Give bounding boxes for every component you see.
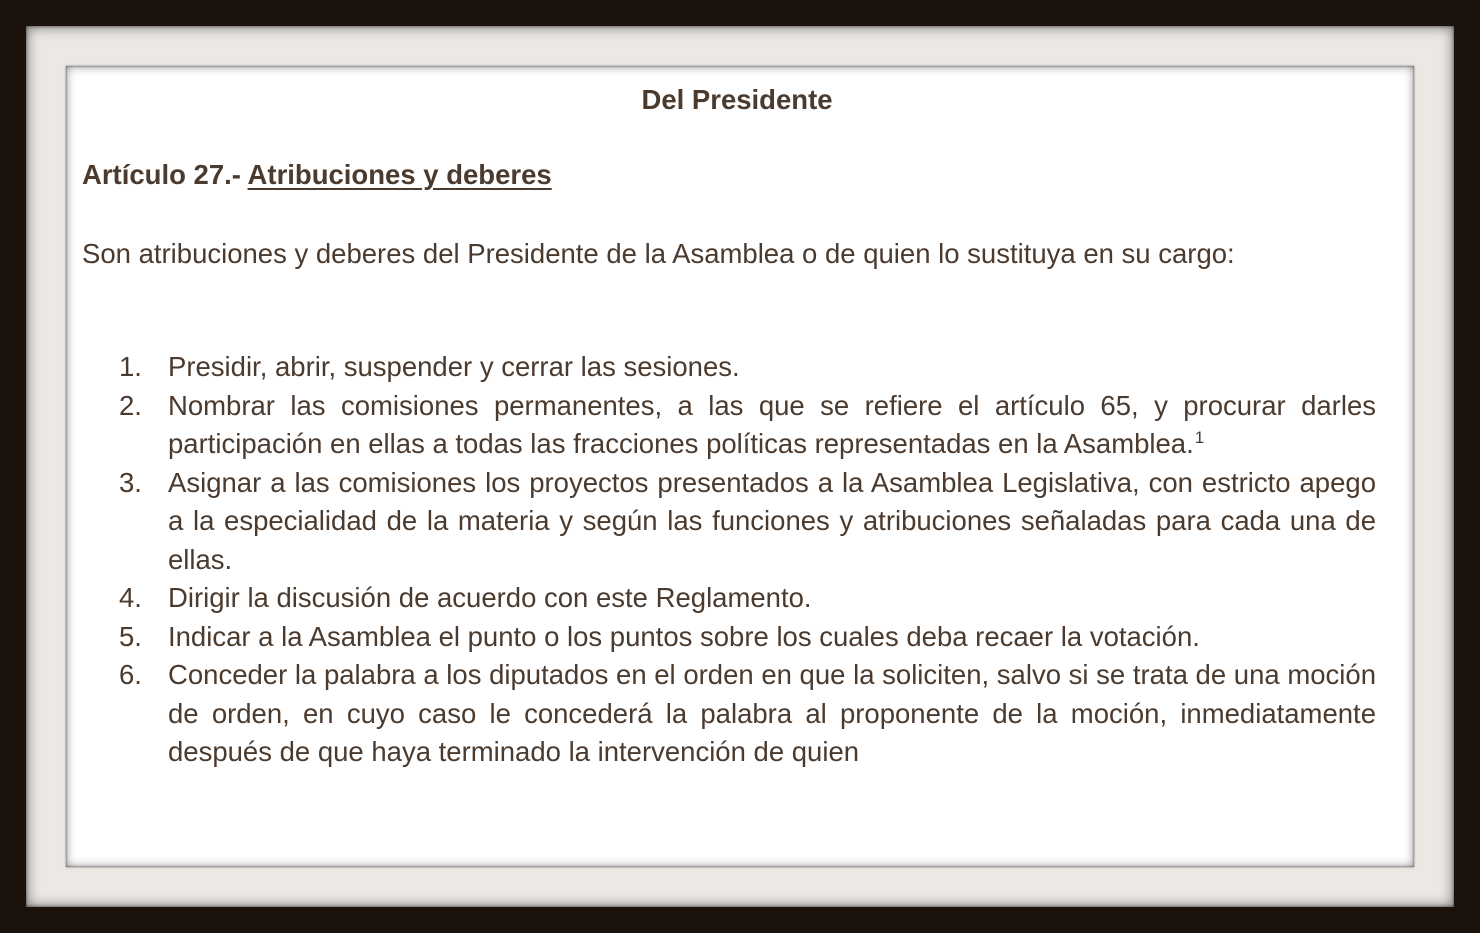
list-item-number: 5. [119,620,142,652]
list-item-body: Asignar a las comisiones los proyectos presentados a la Asamblea Legislativa, con estricto apego a la especialidad de la materia y según las funciones y atribuciones señaladas para cada una de ellas. [168,466,1376,575]
list-item-body: Indicar a la Asamblea el punto o los puntos sobre los cuales deba recaer la votación. [168,620,1200,652]
list-item-number: 4. [119,582,142,613]
article-number: Artículo 27.- [82,159,241,190]
list-item-text [168,659,1376,767]
document-page [66,66,1414,867]
list-item-text [168,467,1376,575]
list-item-text [168,621,1200,652]
list-item-body: Conceder la palabra a los diputados en el orden en que la soliciten, salvo si se trata de una moción de orden, en cuyo caso le concederá la palabra al proponente de la moción, inmediatamente después de que haya terminado la intervención de quien [168,659,1376,767]
attributions-list [82,348,1376,772]
list-item-body: Presidir, abrir, suspender y cerrar las sesiones. [168,351,740,382]
list-item-text [168,390,1376,460]
list-item [82,387,1376,464]
list-item-body: Dirigir la discusión de acuerdo con este Reglamento. [168,582,812,613]
list-item-number: 6. [119,659,142,690]
list-item [82,579,1376,618]
list-item-body: Nombrar las comisiones permanentes, a las que se refiere el artículo 65, y procurar darles participación en ellas a todas las fracciones políticas representadas en la Asamblea. [168,389,1376,459]
intro-paragraph: Son atribuciones y deberes del Presidente de la Asamblea o de quien lo sustituya en su cargo: [82,238,1235,269]
footnote-marker: 1 [1194,427,1205,447]
article-heading [82,156,552,195]
article-title: Atribuciones y deberes [247,159,552,190]
section-heading: Del Presidente [641,84,833,115]
list-item-number: 3. [119,466,142,498]
list-item-number: 1. [119,351,142,382]
list-item-text [168,582,812,613]
list-item [82,656,1376,772]
list-item [82,464,1376,580]
list-item [82,618,1376,657]
list-item-number: 2. [119,389,142,421]
list-item-text [168,351,740,382]
list-item [82,348,1376,387]
